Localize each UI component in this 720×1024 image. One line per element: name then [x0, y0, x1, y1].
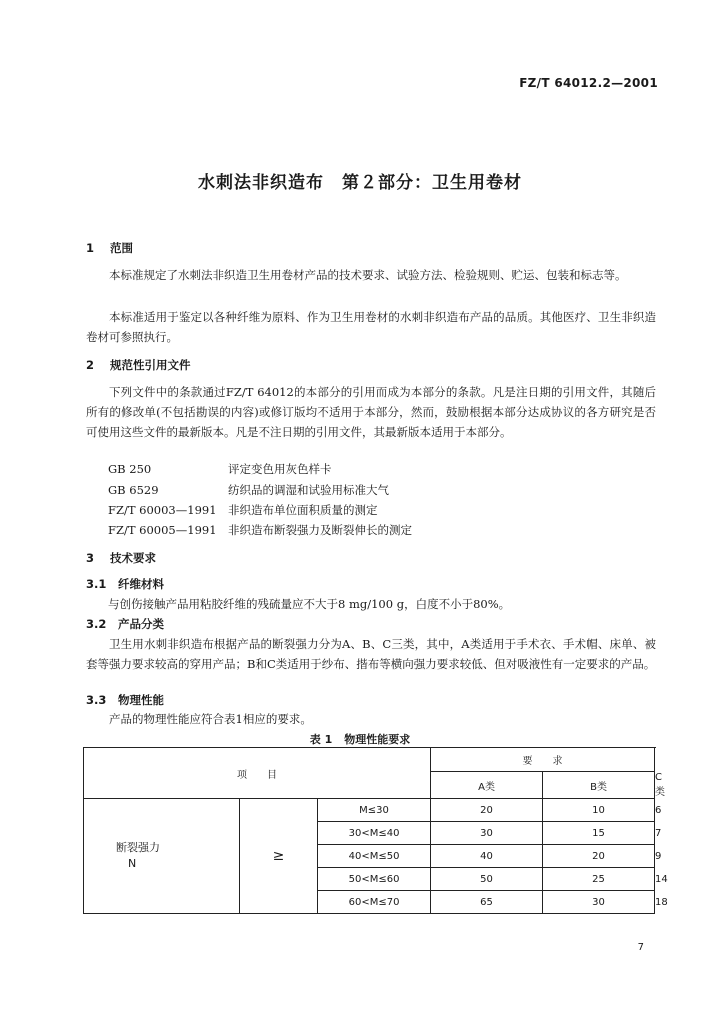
reference-name: 非织造布断裂强力及断裂伸长的测定	[228, 523, 412, 537]
parameter-name: 断裂强力	[116, 841, 160, 854]
value-b: 15	[543, 822, 655, 845]
value-b: 20	[543, 845, 655, 868]
table-header-row	[84, 748, 655, 772]
subsection-title: 产品分类	[118, 617, 164, 631]
value-b: 25	[543, 868, 655, 891]
table-class-row: A类 B类 C类	[84, 772, 655, 799]
section-number: 1	[86, 241, 95, 255]
table-row: 断裂强力 N ≥ M≤30 20 10 6	[84, 799, 655, 822]
subsection-3-2-heading	[86, 616, 164, 632]
value-a: 40	[431, 845, 543, 868]
parameter-unit: N	[128, 857, 137, 870]
subsection-3-3-text: 产品的物理性能应符合表1相应的要求。	[109, 712, 312, 726]
page-number: 7	[637, 942, 644, 953]
section-3-heading	[86, 550, 156, 566]
section-title: 范围	[110, 241, 133, 255]
subsection-number: 3.3	[86, 693, 107, 707]
reference-item	[108, 459, 332, 479]
mass-range: 40<M≤50	[318, 845, 431, 868]
mass-range: M≤30	[318, 799, 431, 822]
section-title: 规范性引用文件	[110, 358, 191, 372]
table-title: 物理性能要求	[344, 733, 411, 746]
reference-name: 纺织品的调湿和试验用标准大气	[228, 483, 389, 497]
subsection-3-3-heading	[86, 692, 164, 708]
table-row: 40<M≤50 40 20 9	[84, 845, 655, 868]
value-a: 30	[431, 822, 543, 845]
class-a-header: A类	[431, 772, 543, 799]
subsection-number: 3.2	[86, 617, 107, 631]
reference-code: FZ/T 60003—1991	[108, 503, 217, 517]
reference-name: 非织造布单位面积质量的测定	[228, 503, 378, 517]
physical-properties-table	[83, 747, 668, 914]
table-row: 30<M≤40 30 15 7	[84, 822, 655, 845]
section-2-paragraph: 下列文件中的条款通过FZ/T 64012的本部分的引用而成为本部分的条款。凡是注日期的引用文件，其随后所有的修改单(不包括勘误的内容)或修订版均不适用于本部分，然而，鼓励根据本部分达成协议的各方研究是否可使用这些文件的最新版本。凡是不注日期的引用文件，其最新版本适用于本部分。	[86, 385, 656, 439]
section-1-heading	[86, 240, 133, 256]
value-a: 50	[431, 868, 543, 891]
value-b: 10	[543, 799, 655, 822]
subsection-3-1-text: 与创伤接触产品用粘胶纤维的残硫量应不大于8 mg/100 g，白度不小于80%。	[108, 597, 511, 611]
value-b: 30	[543, 891, 655, 914]
table-row: 60<M≤70 65 30 18	[84, 891, 655, 914]
document-number: FZ/T 64012.2—2001	[519, 76, 658, 90]
mass-range: 60<M≤70	[318, 891, 431, 914]
reference-item	[108, 480, 389, 500]
value-a: 65	[431, 891, 543, 914]
subsection-3-2-text: 卫生用水刺非织造布根据产品的断裂强力分为A、B、C三类，其中，A类适用于手术衣、手术帽、床单、被套等强力要求较高的穿用产品；B和C类适用于纱布、揩布等横向强力要求较低、但对吸液性有一定要求的产品。	[86, 637, 656, 671]
table-number: 表 1	[309, 733, 333, 746]
table-caption	[0, 731, 720, 747]
mass-range: 50<M≤60	[318, 868, 431, 891]
requirement-header: 要 求	[431, 748, 655, 772]
item-header: 项 目	[84, 748, 431, 799]
subsection-title: 纤维材料	[118, 577, 164, 591]
reference-item	[108, 500, 378, 520]
parameter-cell	[84, 799, 240, 914]
section-1-paragraph-2: 本标准适用于鉴定以各种纤维为原料、作为卫生用卷材的水刺非织造布产品的品质。其他医疗、卫生非织造卷材可参照执行。	[86, 310, 656, 344]
table-row: 50<M≤60 50 25 14	[84, 868, 655, 891]
section-2-heading	[86, 357, 191, 373]
reference-code: GB 250	[108, 462, 152, 476]
subsection-number: 3.1	[86, 577, 107, 591]
subsection-3-1-heading	[86, 576, 164, 592]
reference-item	[108, 520, 412, 540]
page-title: 水刺法非织造布 第２部分：卫生用卷材	[198, 173, 522, 193]
ge-symbol: ≥	[240, 799, 318, 914]
section-title: 技术要求	[110, 551, 156, 565]
mass-range: 30<M≤40	[318, 822, 431, 845]
reference-code: FZ/T 60005—1991	[108, 523, 217, 537]
value-a: 20	[431, 799, 543, 822]
class-b-header: B类	[543, 772, 655, 799]
section-number: 2	[86, 358, 95, 372]
reference-code: GB 6529	[108, 483, 159, 497]
subsection-title: 物理性能	[118, 693, 164, 707]
section-1-paragraph-1: 本标准规定了水刺法非织造卫生用卷材产品的技术要求、试验方法、检验规则、贮运、包装和标志等。	[109, 268, 627, 282]
reference-name: 评定变色用灰色样卡	[228, 462, 332, 476]
section-number: 3	[86, 551, 95, 565]
